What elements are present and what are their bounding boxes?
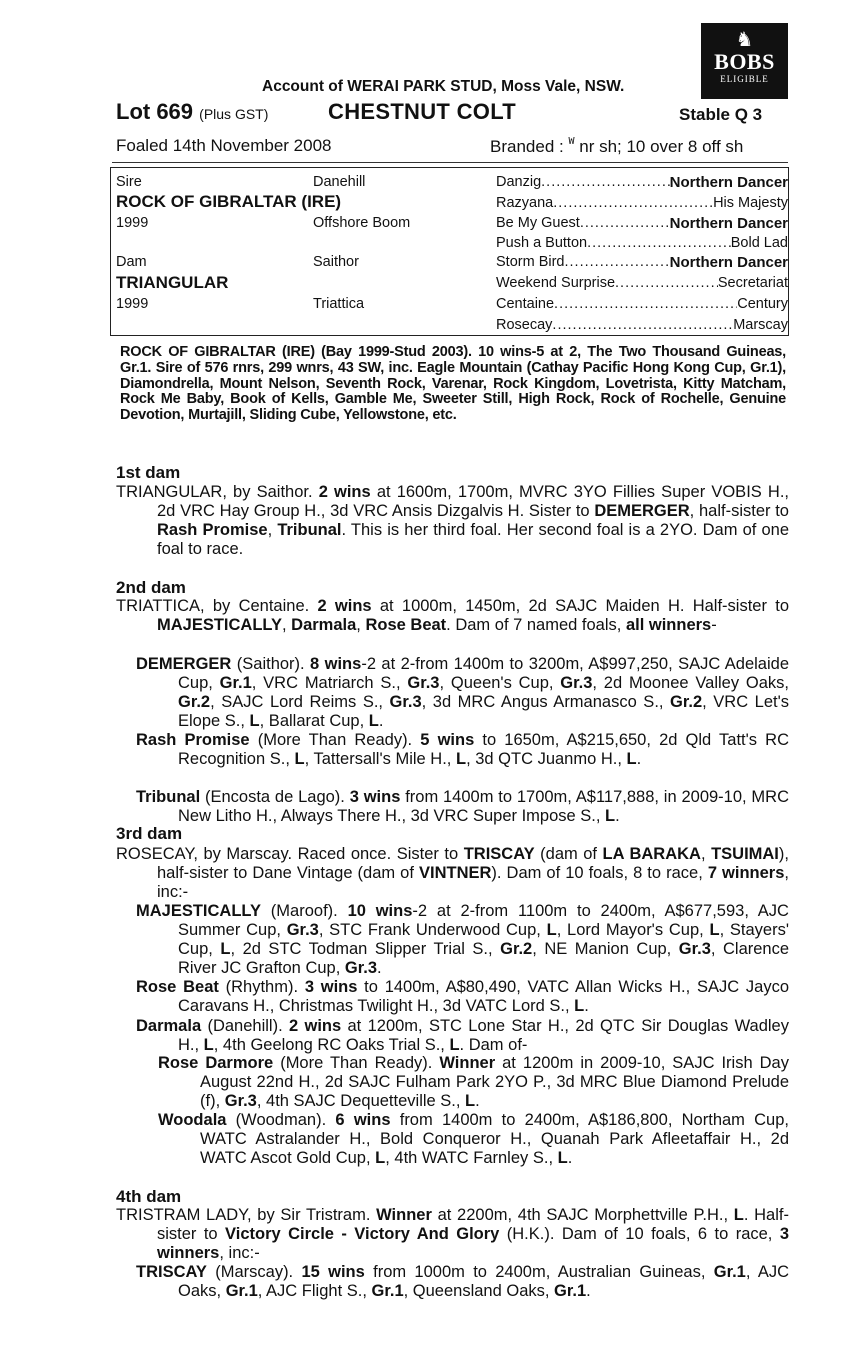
- stable-number: Stable Q 3: [679, 105, 763, 124]
- progeny-record: Rash Promise (More Than Ready). 5 wins to 1650m, A$215,650, 2d Qld Tatt's RC Recognition S., L, Tattersall's Mile H., L, 3d QTC Juanmo H., L.: [136, 731, 790, 768]
- progeny-record: DEMERGER (Saithor). 8 wins-2 at 2-from 1400m to 3200m, A$997,250, SAJC Adelaide Cup, Gr.1, VRC Matriarch S., Gr.3, Queen's Cup, Gr.3, 2d Moonee Valley Oaks, Gr.2, SAJC Lord Reims S., Gr.3, 3d MRC Angus Armanasco S., Gr.2, VRC Let's Elope S., L, Ballarat Cup, L.: [136, 655, 790, 730]
- dot-leader: [554, 296, 737, 312]
- progeny-record: Tribunal (Encosta de Lago). 3 wins from 1400m to 1700m, A$117,888, in 2009-10, MRC New Litho H., Always There H., 3d VRC Super Impose S., L.: [136, 788, 789, 825]
- great-grandparent-row: [496, 275, 788, 291]
- great-grandparent-row: [496, 195, 788, 211]
- great-grandparent-sire: Northern Dancer: [669, 254, 788, 271]
- great-grandparent-name: Rosecay: [496, 317, 553, 333]
- header-divider: [112, 162, 788, 163]
- horse-description: CHESTNUT COLT: [328, 99, 517, 124]
- dam-record: TRISTRAM LADY, by Sir Tristram. Winner at 2200m, 4th SAJC Morphettville P.H., L. Half-sister to Victory Circle - Victory And Glory (H.K.). Dam of 10 foals, 6 to race, 3 winners, inc:-: [116, 1206, 790, 1262]
- dot-leader: [615, 275, 718, 291]
- progeny-record: Woodala (Woodman). 6 wins from 1400m to 2400m, A$186,800, Northam Cup, WATC Astralander H., Bold Conqueror H., Quanah Park Afleetaffair H., 2d WATC Ascot Gold Cup, L, 4th WATC Farnley S., L.: [158, 1111, 789, 1167]
- dam-heading: 3rd dam: [116, 824, 183, 843]
- great-grandparent-row: [496, 174, 788, 191]
- great-grandparent-row: [496, 215, 788, 232]
- great-grandparent-row: [496, 235, 788, 251]
- great-grandparent-sire: Century: [737, 296, 788, 312]
- great-grandparent-name: Weekend Surprise: [496, 275, 616, 291]
- sire-year: 1999: [116, 215, 149, 231]
- dot-leader: [541, 174, 670, 191]
- branded-label: Branded :: [490, 137, 564, 156]
- granddam-sire: Offshore Boom: [313, 215, 411, 231]
- lot-label: Lot 669: [116, 99, 194, 124]
- dam-heading: 2nd dam: [116, 578, 186, 597]
- progeny-record: MAJESTICALLY (Maroof). 10 wins-2 at 2-from 1100m to 2400m, A$677,593, AJC Summer Cup, Gr.3, STC Frank Underwood Cup, L, Lord Mayor's Cup, L, Stayers' Cup, L, 2d STC Todman Slipper Trial S., Gr.2, NE Manion Cup, Gr.3, Clarence River JC Grafton Cup, Gr.3.: [136, 902, 790, 977]
- lot-number: [116, 99, 268, 125]
- great-grandparent-name: Danzig: [496, 174, 542, 190]
- dot-leader: [552, 317, 733, 333]
- branded-value: nr sh; 10 over 8 off sh: [579, 137, 744, 156]
- dam-year: 1999: [116, 296, 149, 312]
- great-grandparent-sire: Secretariat: [717, 275, 788, 291]
- great-grandparent-sire: Marscay: [733, 317, 788, 333]
- granddam-dam: Triattica: [313, 296, 365, 312]
- dam-heading: 1st dam: [116, 463, 181, 482]
- great-grandparent-name: Centaine: [496, 296, 555, 312]
- great-grandparent-sire: Northern Dancer: [669, 174, 788, 191]
- sire-label: Sire: [116, 174, 142, 190]
- progeny-record: Rose Darmore (More Than Ready). Winner at 1200m in 2009-10, SAJC Irish Day August 22nd H., 2d SAJC Fulham Park 2YO P., 3d MRC Blue Diamond Prelude (f), Gr.3, 4th SAJC Dequetteville S., L.: [158, 1054, 789, 1110]
- great-grandparent-name: Be My Guest: [496, 215, 580, 231]
- logo-title: BOBS: [714, 49, 775, 74]
- dot-leader: [580, 215, 670, 232]
- dam-label: Dam: [116, 254, 147, 270]
- dam-record: TRIATTICA, by Centaine. 2 wins at 1000m, 1450m, 2d SAJC Maiden H. Half-sister to MAJESTICALLY, Darmala, Rose Beat. Dam of 7 named foals, all winners-: [116, 597, 789, 634]
- sire-summary: ROCK OF GIBRALTAR (IRE) (Bay 1999-Stud 2003). 10 wins-5 at 2, The Two Thousand Guineas, Gr.1. Sire of 576 rnrs, 299 wnrs, 43 SW, inc. Eagle Mountain (Cathay Pacific Hong Kong Cup, Gr.1), Diamondrella, Mount Nelson, Seventh Rock, Varenar, Rock Kingdom, Lovetrista, Kitty Matcham, Rock Me Baby, Book of Kells, Gamble Me, Sweeter Still, High Rock, Rock of Rochelle, Genuine Devotion, Murtajill, Sliding Cube, Yellowstone, etc.: [120, 344, 786, 424]
- great-grandparent-name: Razyana: [496, 195, 554, 211]
- great-grandparent-row: [496, 317, 788, 333]
- progeny-record: TRISCAY (Marscay). 15 wins from 1000m to 2400m, Australian Guineas, Gr.1, AJC Oaks, Gr.1, AJC Flight S., Gr.1, Queensland Oaks, Gr.1.: [136, 1263, 789, 1300]
- dam-name: TRIANGULAR: [116, 273, 229, 292]
- great-grandparent-row: [496, 254, 788, 271]
- dam-record: ROSECAY, by Marscay. Raced once. Sister to TRISCAY (dam of LA BARAKA, TSUIMAI), half-sister to Dane Vintage (dam of VINTNER). Dam of 10 foals, 8 to race, 7 winners, inc:-: [116, 845, 789, 901]
- great-grandparent-sire: Northern Dancer: [669, 215, 788, 232]
- dot-leader: [553, 195, 713, 211]
- dot-leader: [587, 235, 731, 251]
- dam-heading: 4th dam: [116, 1187, 182, 1206]
- brand-mark: W: [568, 136, 575, 147]
- bobs-eligible-logo: [701, 23, 788, 99]
- great-grandparent-name: Push a Button: [496, 235, 588, 251]
- progeny-record: Darmala (Danehill). 2 wins at 1200m, STC Lone Star H., 2d QTC Sir Douglas Wadley H., L, 4th Geelong RC Oaks Trial S., L. Dam of-: [136, 1017, 789, 1054]
- vendor-account: Account of WERAI PARK STUD, Moss Vale, NSW.: [262, 78, 625, 95]
- grandsire-dam: Saithor: [313, 254, 359, 270]
- great-grandparent-sire: Bold Lad: [730, 235, 788, 251]
- grandsire-sire: Danehill: [313, 174, 366, 190]
- dot-leader: [565, 254, 670, 271]
- great-grandparent-row: [496, 296, 788, 312]
- logo-subtitle: ELIGIBLE: [720, 74, 769, 84]
- foaled-date: Foaled 14th November 2008: [116, 136, 332, 155]
- dam-record: TRIANGULAR, by Saithor. 2 wins at 1600m, 1700m, MVRC 3YO Fillies Super VOBIS H., 2d VRC Hay Group H., 3d VRC Ansis Dizgalvis H. Sister to DEMERGER, half-sister to Rash Promise, Tribunal. This is her third foal. Her second foal is a 2YO. Dam of one foal to race.: [116, 483, 790, 558]
- sire-name: ROCK OF GIBRALTAR (IRE): [116, 192, 342, 211]
- great-grandparent-sire: His Majesty: [713, 195, 788, 211]
- branded-info: [490, 136, 743, 157]
- progeny-record: Rose Beat (Rhythm). 3 wins to 1400m, A$80,490, VATC Allan Wicks H., SAJC Jayco Caravans H., Christmas Twilight H., 3d VATC Lord S., L.: [136, 978, 790, 1015]
- horse-icon: ♞: [735, 29, 754, 51]
- plus-gst-note: (Plus GST): [199, 106, 269, 122]
- great-grandparent-name: Storm Bird: [496, 254, 565, 270]
